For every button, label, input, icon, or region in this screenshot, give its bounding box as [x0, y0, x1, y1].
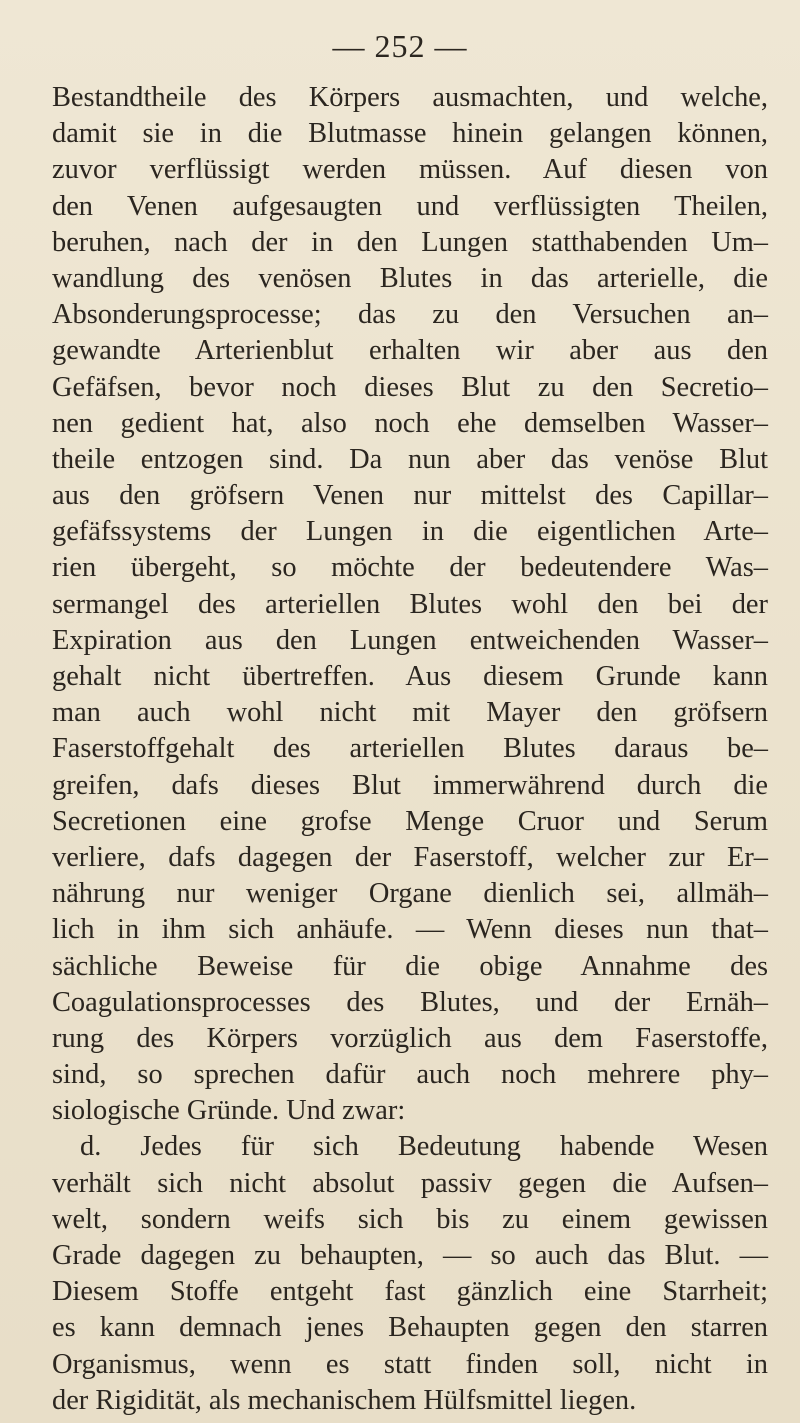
text-line: gehalt nicht übertreffen. Aus diesem Grunde kann	[52, 661, 768, 692]
text-line: Gefäfsen, bevor noch dieses Blut zu den Secretio–	[52, 371, 768, 403]
text-line: welt, sondern weifs sich bis zu einem gewissen	[52, 1203, 768, 1235]
text-line: Absonderungsprocesse; das zu den Versuchen an–	[52, 299, 768, 331]
text-line: zuvor verflüssigt werden müssen. Auf diesen von	[52, 154, 768, 186]
text-line: verhält sich nicht absolut passiv gegen die Aufsen–	[52, 1167, 768, 1199]
text-line: lich in ihm sich anhäufe. — Wenn dieses nun that–	[52, 914, 768, 946]
text-line: den Venen aufgesaugten und verflüssigten Theilen,	[52, 190, 768, 222]
text-line: Diesem Stoffe entgeht fast gänzlich eine Starrheit;	[52, 1276, 768, 1308]
text-line: Secretionen eine grofse Menge Cruor und Serum	[52, 805, 768, 837]
text-line: sächliche Beweise für die obige Annahme des	[52, 950, 768, 982]
text-line: verliere, dafs dagegen der Faserstoff, welcher zur Er–	[52, 841, 768, 873]
text-line: greifen, dafs dieses Blut immerwährend durch die	[52, 769, 768, 801]
text-line: sind, so sprechen dafür auch noch mehrere phy–	[52, 1059, 768, 1091]
text-line: Faserstoffgehalt des arteriellen Blutes daraus be–	[52, 733, 768, 765]
text-line: aus den gröfsern Venen nur mittelst des Capillar–	[52, 480, 768, 512]
text-line: nen gedient hat, also noch ehe demselben Wasser–	[52, 407, 768, 439]
text-line: Coagulationsprocesses des Blutes, und der Ernäh–	[52, 986, 768, 1018]
text-line: gewandte Arterienblut erhalten wir aber aus den	[52, 335, 768, 367]
text-line: beruhen, nach der in den Lungen statthabenden Um–	[52, 226, 768, 258]
text-line: wandlung des venösen Blutes in das arterielle, die	[52, 262, 768, 294]
page-number-header: — 252 —	[332, 28, 468, 64]
text-line: damit sie in die Blutmasse hinein gelangen können,	[52, 118, 768, 150]
text-line: rien übergeht, so möchte der bedeutendere Was–	[52, 552, 768, 584]
text-line: theile entzogen sind. Da nun aber das venöse Blut	[52, 443, 768, 475]
text-line: der Rigidität, als mechanischem Hülfsmittel liegen.	[52, 1384, 637, 1416]
text-line: siologische Gründe. Und zwar:	[52, 1095, 406, 1127]
text-line: Bestandtheile des Körpers ausmachten, und welche,	[52, 82, 768, 113]
body-text	[52, 80, 768, 1419]
text-line: Grade dagegen zu behaupten, — so auch das Blut. —	[52, 1240, 768, 1271]
text-line: rung des Körpers vorzüglich aus dem Faserstoffe,	[52, 1022, 768, 1054]
text-line: nährung nur weniger Organe dienlich sei, allmäh–	[52, 878, 768, 910]
text-line: sermangel des arteriellen Blutes wohl den bei der	[52, 588, 768, 620]
text-line: es kann demnach jenes Behaupten gegen den starren	[52, 1312, 768, 1344]
text-line: gefäfssystems der Lungen in die eigentlichen Arte–	[52, 516, 768, 548]
text-line: Organismus, wenn es statt finden soll, nicht in	[52, 1348, 768, 1380]
text-line: man auch wohl nicht mit Mayer den gröfsern	[52, 697, 768, 729]
text-line: Expiration aus den Lungen entweichenden Wasser–	[52, 624, 768, 656]
text-line: d. Jedes für sich Bedeutung habende Wesen	[80, 1131, 768, 1163]
